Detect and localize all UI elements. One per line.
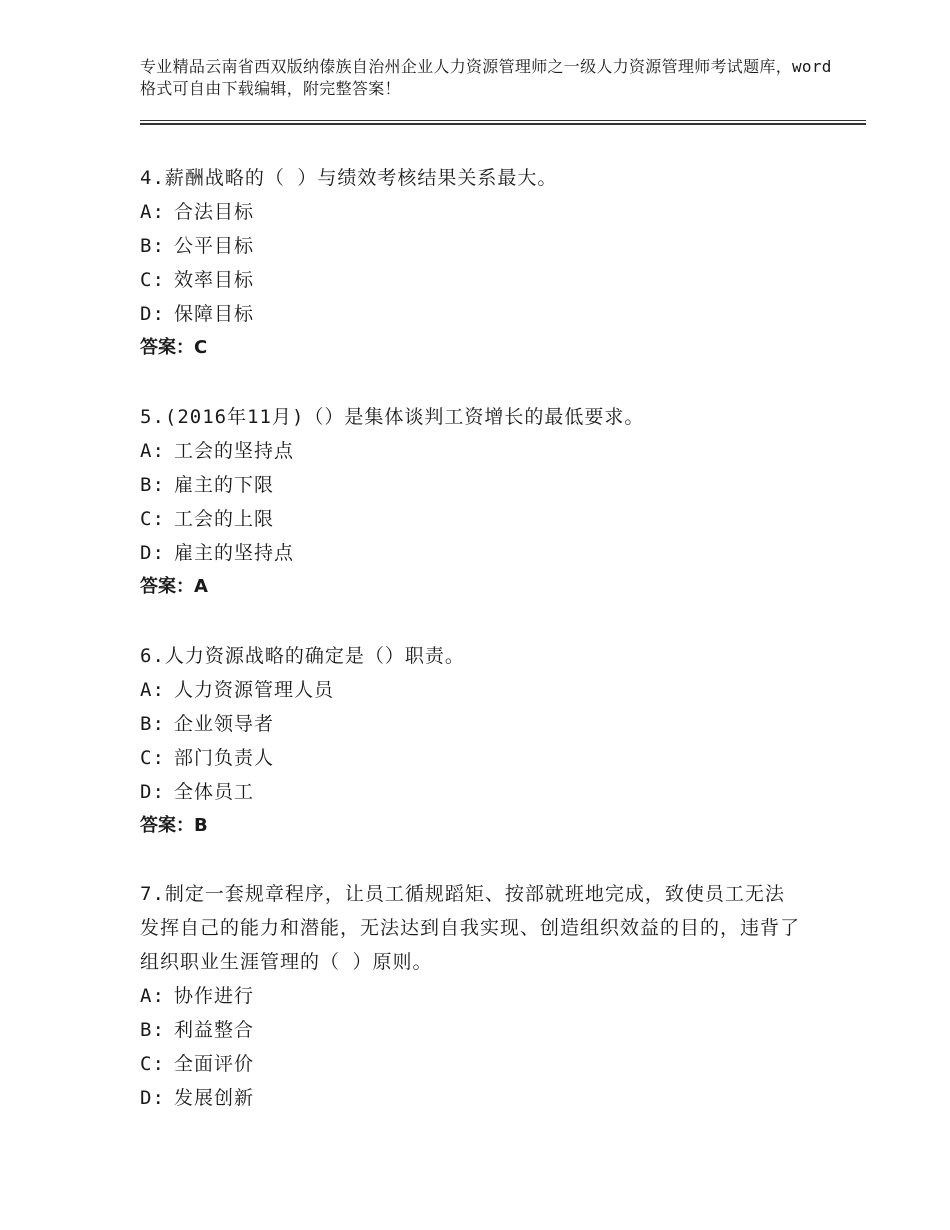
option-a xyxy=(140,434,800,468)
option-key: A: xyxy=(140,985,165,1007)
option-c xyxy=(140,741,800,775)
option-c xyxy=(140,502,800,536)
option-text: 全体员工 xyxy=(174,781,255,803)
option-key: B: xyxy=(140,1019,165,1041)
option-text: 工会的上限 xyxy=(174,508,275,530)
answer-label: 答案：B xyxy=(140,815,208,836)
option-b xyxy=(140,1013,800,1047)
option-key: C: xyxy=(140,269,165,291)
option-c xyxy=(140,1047,800,1081)
option-text: 公平目标 xyxy=(174,235,255,257)
option-key: C: xyxy=(140,747,165,769)
question-4 xyxy=(140,161,800,365)
option-key: C: xyxy=(140,1053,165,1075)
option-a xyxy=(140,673,800,707)
option-key: A: xyxy=(140,679,165,701)
option-text: 工会的坚持点 xyxy=(174,440,295,462)
question-5 xyxy=(140,400,800,604)
document-header-title: 专业精品云南省西双版纳傣族自治州企业人力资源管理师之一级人力资源管理师考试题库，word格式可自由下载编辑，附完整答案！ xyxy=(140,57,832,98)
option-a xyxy=(140,195,800,229)
option-text: 保障目标 xyxy=(174,303,255,325)
question-7 xyxy=(140,877,800,1115)
option-b xyxy=(140,707,800,741)
option-key: A: xyxy=(140,440,165,462)
option-text: 全面评价 xyxy=(174,1053,255,1075)
option-d xyxy=(140,1081,800,1115)
option-text: 企业领导者 xyxy=(174,713,275,735)
option-text: 雇主的下限 xyxy=(174,474,275,496)
option-key: B: xyxy=(140,474,165,496)
option-text: 效率目标 xyxy=(174,269,255,291)
option-b xyxy=(140,468,800,502)
option-key: D: xyxy=(140,542,165,564)
option-key: B: xyxy=(140,713,165,735)
option-key: C: xyxy=(140,508,165,530)
option-a xyxy=(140,979,800,1013)
question-stem: 5.(2016年11月)（）是集体谈判工资增长的最低要求。 xyxy=(140,406,645,428)
option-d xyxy=(140,297,800,331)
header-divider-thin xyxy=(140,120,866,121)
question-stem: 7.制定一套规章程序，让员工循规蹈矩、按部就班地完成，致使员工无法发挥自己的能力和潜能，无法达到自我实现、创造组织效益的目的，违背了组织职业生涯管理的（ ）原则。 xyxy=(140,883,801,973)
option-key: B: xyxy=(140,235,165,257)
option-text: 雇主的坚持点 xyxy=(174,542,295,564)
option-text: 部门负责人 xyxy=(174,747,275,769)
option-key: D: xyxy=(140,781,165,803)
option-text: 协作进行 xyxy=(174,985,255,1007)
option-text: 人力资源管理人员 xyxy=(174,679,335,701)
question-stem: 6.人力资源战略的确定是（）职责。 xyxy=(140,645,465,667)
option-d xyxy=(140,775,800,809)
header-divider-thick xyxy=(140,123,866,125)
option-d xyxy=(140,536,800,570)
option-c xyxy=(140,263,800,297)
option-text: 利益整合 xyxy=(174,1019,255,1041)
answer-label: 答案：C xyxy=(140,337,208,358)
option-key: D: xyxy=(140,303,165,325)
option-key: A: xyxy=(140,201,165,223)
option-key: D: xyxy=(140,1087,165,1109)
question-6 xyxy=(140,639,800,843)
option-text: 合法目标 xyxy=(174,201,255,223)
option-b xyxy=(140,229,800,263)
question-stem: 4.薪酬战略的（ ）与绩效考核结果关系最大。 xyxy=(140,167,558,189)
option-text: 发展创新 xyxy=(174,1087,255,1109)
answer-label: 答案：A xyxy=(140,576,208,597)
